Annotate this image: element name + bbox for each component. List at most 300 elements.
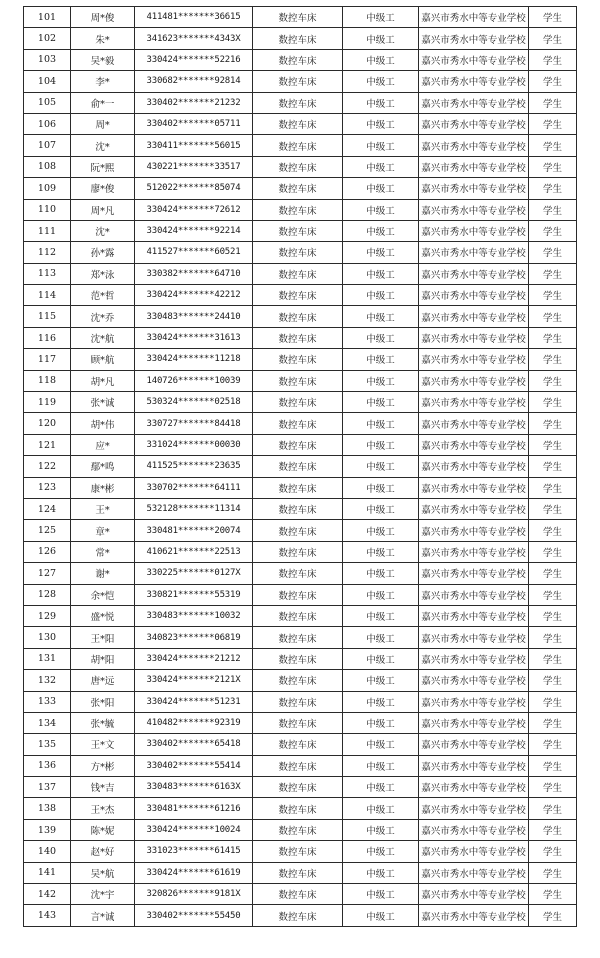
row-number-cell: 116 <box>24 327 71 348</box>
row-number-cell: 113 <box>24 263 71 284</box>
school-cell: 嘉兴市秀水中等专业学校 <box>419 862 529 883</box>
candidate-type-cell: 学生 <box>529 798 577 819</box>
name-cell: 王*杰 <box>71 798 135 819</box>
id-number-cell: 430221*******33517 <box>135 156 253 177</box>
table-row <box>24 884 577 905</box>
id-number-cell: 330483*******6163X <box>135 777 253 798</box>
program-cell: 数控车床 <box>253 156 343 177</box>
row-number-cell: 108 <box>24 156 71 177</box>
program-cell: 数控车床 <box>253 135 343 156</box>
row-number-cell: 130 <box>24 627 71 648</box>
name-cell: 方*彬 <box>71 755 135 776</box>
id-number-cell: 330402*******05711 <box>135 113 253 134</box>
id-number-cell: 532128*******11314 <box>135 498 253 519</box>
name-cell: 王* <box>71 498 135 519</box>
row-number-cell: 104 <box>24 71 71 92</box>
id-number-cell: 330424*******51231 <box>135 691 253 712</box>
name-cell: 王*文 <box>71 734 135 755</box>
program-cell: 数控车床 <box>253 199 343 220</box>
school-cell: 嘉兴市秀水中等专业学校 <box>419 242 529 263</box>
candidate-type-cell: 学生 <box>529 7 577 28</box>
row-number-cell: 141 <box>24 862 71 883</box>
candidate-type-cell: 学生 <box>529 477 577 498</box>
candidate-type-cell: 学生 <box>529 135 577 156</box>
table-row <box>24 49 577 70</box>
row-number-cell: 117 <box>24 349 71 370</box>
row-number-cell: 123 <box>24 477 71 498</box>
school-cell: 嘉兴市秀水中等专业学校 <box>419 92 529 113</box>
id-number-cell: 330702*******64111 <box>135 477 253 498</box>
candidate-type-cell: 学生 <box>529 92 577 113</box>
program-cell: 数控车床 <box>253 563 343 584</box>
candidate-type-cell: 学生 <box>529 349 577 370</box>
program-cell: 数控车床 <box>253 71 343 92</box>
table-row <box>24 135 577 156</box>
school-cell: 嘉兴市秀水中等专业学校 <box>419 306 529 327</box>
skill-level-cell: 中级工 <box>343 841 419 862</box>
table-row <box>24 306 577 327</box>
skill-level-cell: 中级工 <box>343 392 419 413</box>
candidate-type-cell: 学生 <box>529 670 577 691</box>
skill-level-cell: 中级工 <box>343 28 419 49</box>
row-number-cell: 107 <box>24 135 71 156</box>
skill-level-cell: 中级工 <box>343 156 419 177</box>
program-cell: 数控车床 <box>253 242 343 263</box>
candidate-type-cell: 学生 <box>529 691 577 712</box>
candidate-type-cell: 学生 <box>529 178 577 199</box>
roster-table <box>23 6 577 927</box>
name-cell: 朱* <box>71 28 135 49</box>
candidate-type-cell: 学生 <box>529 71 577 92</box>
table-row <box>24 734 577 755</box>
skill-level-cell: 中级工 <box>343 113 419 134</box>
candidate-type-cell: 学生 <box>529 156 577 177</box>
program-cell: 数控车床 <box>253 434 343 455</box>
program-cell: 数控车床 <box>253 28 343 49</box>
table-row <box>24 798 577 819</box>
table-row <box>24 605 577 626</box>
table-row <box>24 541 577 562</box>
skill-level-cell: 中级工 <box>343 199 419 220</box>
roster-body <box>24 7 577 927</box>
candidate-type-cell: 学生 <box>529 712 577 733</box>
school-cell: 嘉兴市秀水中等专业学校 <box>419 605 529 626</box>
program-cell: 数控车床 <box>253 691 343 712</box>
school-cell: 嘉兴市秀水中等专业学校 <box>419 563 529 584</box>
table-row <box>24 285 577 306</box>
table-row <box>24 520 577 541</box>
candidate-type-cell: 学生 <box>529 563 577 584</box>
skill-level-cell: 中级工 <box>343 798 419 819</box>
table-row <box>24 456 577 477</box>
program-cell: 数控车床 <box>253 220 343 241</box>
program-cell: 数控车床 <box>253 92 343 113</box>
program-cell: 数控车床 <box>253 306 343 327</box>
candidate-type-cell: 学生 <box>529 113 577 134</box>
name-cell: 康*彬 <box>71 477 135 498</box>
table-row <box>24 263 577 284</box>
skill-level-cell: 中级工 <box>343 584 419 605</box>
id-number-cell: 340823*******06819 <box>135 627 253 648</box>
school-cell: 嘉兴市秀水中等专业学校 <box>419 113 529 134</box>
table-row <box>24 905 577 926</box>
program-cell: 数控车床 <box>253 734 343 755</box>
skill-level-cell: 中级工 <box>343 862 419 883</box>
table-row <box>24 648 577 669</box>
skill-level-cell: 中级工 <box>343 498 419 519</box>
name-cell: 沈* <box>71 135 135 156</box>
program-cell: 数控车床 <box>253 413 343 434</box>
name-cell: 顾*航 <box>71 349 135 370</box>
id-number-cell: 330481*******61216 <box>135 798 253 819</box>
name-cell: 常* <box>71 541 135 562</box>
skill-level-cell: 中级工 <box>343 477 419 498</box>
id-number-cell: 330424*******42212 <box>135 285 253 306</box>
table-row <box>24 862 577 883</box>
program-cell: 数控车床 <box>253 884 343 905</box>
school-cell: 嘉兴市秀水中等专业学校 <box>419 798 529 819</box>
school-cell: 嘉兴市秀水中等专业学校 <box>419 7 529 28</box>
id-number-cell: 512022*******85074 <box>135 178 253 199</box>
school-cell: 嘉兴市秀水中等专业学校 <box>419 498 529 519</box>
row-number-cell: 119 <box>24 392 71 413</box>
table-row <box>24 434 577 455</box>
id-number-cell: 330424*******92214 <box>135 220 253 241</box>
program-cell: 数控车床 <box>253 285 343 306</box>
id-number-cell: 330727*******84418 <box>135 413 253 434</box>
program-cell: 数控车床 <box>253 777 343 798</box>
name-cell: 胡*凡 <box>71 370 135 391</box>
candidate-type-cell: 学生 <box>529 734 577 755</box>
name-cell: 张*阳 <box>71 691 135 712</box>
program-cell: 数控车床 <box>253 670 343 691</box>
candidate-type-cell: 学生 <box>529 285 577 306</box>
id-number-cell: 330424*******10024 <box>135 819 253 840</box>
id-number-cell: 331024*******00030 <box>135 434 253 455</box>
id-number-cell: 330483*******10032 <box>135 605 253 626</box>
school-cell: 嘉兴市秀水中等专业学校 <box>419 627 529 648</box>
skill-level-cell: 中级工 <box>343 734 419 755</box>
table-row <box>24 498 577 519</box>
table-row <box>24 691 577 712</box>
table-row <box>24 242 577 263</box>
program-cell: 数控车床 <box>253 605 343 626</box>
name-cell: 盛*悦 <box>71 605 135 626</box>
program-cell: 数控车床 <box>253 370 343 391</box>
name-cell: 王*阳 <box>71 627 135 648</box>
id-number-cell: 330682*******92814 <box>135 71 253 92</box>
name-cell: 吴*毅 <box>71 49 135 70</box>
program-cell: 数控车床 <box>253 456 343 477</box>
candidate-type-cell: 学生 <box>529 434 577 455</box>
skill-level-cell: 中级工 <box>343 263 419 284</box>
program-cell: 数控车床 <box>253 862 343 883</box>
school-cell: 嘉兴市秀水中等专业学校 <box>419 670 529 691</box>
school-cell: 嘉兴市秀水中等专业学校 <box>419 220 529 241</box>
program-cell: 数控车床 <box>253 841 343 862</box>
table-row <box>24 28 577 49</box>
table-row <box>24 477 577 498</box>
skill-level-cell: 中级工 <box>343 71 419 92</box>
skill-level-cell: 中级工 <box>343 712 419 733</box>
program-cell: 数控车床 <box>253 541 343 562</box>
school-cell: 嘉兴市秀水中等专业学校 <box>419 135 529 156</box>
skill-level-cell: 中级工 <box>343 670 419 691</box>
school-cell: 嘉兴市秀水中等专业学校 <box>419 691 529 712</box>
name-cell: 胡*伟 <box>71 413 135 434</box>
row-number-cell: 137 <box>24 777 71 798</box>
program-cell: 数控车床 <box>253 755 343 776</box>
school-cell: 嘉兴市秀水中等专业学校 <box>419 199 529 220</box>
program-cell: 数控车床 <box>253 477 343 498</box>
skill-level-cell: 中级工 <box>343 349 419 370</box>
school-cell: 嘉兴市秀水中等专业学校 <box>419 71 529 92</box>
table-row <box>24 584 577 605</box>
candidate-type-cell: 学生 <box>529 584 577 605</box>
skill-level-cell: 中级工 <box>343 648 419 669</box>
program-cell: 数控车床 <box>253 712 343 733</box>
school-cell: 嘉兴市秀水中等专业学校 <box>419 884 529 905</box>
candidate-type-cell: 学生 <box>529 777 577 798</box>
program-cell: 数控车床 <box>253 798 343 819</box>
id-number-cell: 410621*******22513 <box>135 541 253 562</box>
skill-level-cell: 中级工 <box>343 178 419 199</box>
row-number-cell: 121 <box>24 434 71 455</box>
school-cell: 嘉兴市秀水中等专业学校 <box>419 349 529 370</box>
name-cell: 赵*好 <box>71 841 135 862</box>
candidate-type-cell: 学生 <box>529 263 577 284</box>
name-cell: 廖*俊 <box>71 178 135 199</box>
candidate-type-cell: 学生 <box>529 413 577 434</box>
table-row <box>24 413 577 434</box>
candidate-type-cell: 学生 <box>529 884 577 905</box>
program-cell: 数控车床 <box>253 49 343 70</box>
school-cell: 嘉兴市秀水中等专业学校 <box>419 370 529 391</box>
candidate-type-cell: 学生 <box>529 242 577 263</box>
id-number-cell: 330424*******31613 <box>135 327 253 348</box>
candidate-type-cell: 学生 <box>529 541 577 562</box>
skill-level-cell: 中级工 <box>343 819 419 840</box>
school-cell: 嘉兴市秀水中等专业学校 <box>419 392 529 413</box>
row-number-cell: 140 <box>24 841 71 862</box>
candidate-type-cell: 学生 <box>529 220 577 241</box>
table-row <box>24 819 577 840</box>
row-number-cell: 125 <box>24 520 71 541</box>
id-number-cell: 330424*******11218 <box>135 349 253 370</box>
id-number-cell: 330483*******24410 <box>135 306 253 327</box>
school-cell: 嘉兴市秀水中等专业学校 <box>419 327 529 348</box>
id-number-cell: 330402*******21232 <box>135 92 253 113</box>
school-cell: 嘉兴市秀水中等专业学校 <box>419 520 529 541</box>
id-number-cell: 320826*******9181X <box>135 884 253 905</box>
id-number-cell: 330382*******64710 <box>135 263 253 284</box>
school-cell: 嘉兴市秀水中等专业学校 <box>419 777 529 798</box>
id-number-cell: 411481*******36615 <box>135 7 253 28</box>
program-cell: 数控车床 <box>253 392 343 413</box>
skill-level-cell: 中级工 <box>343 605 419 626</box>
name-cell: 应* <box>71 434 135 455</box>
school-cell: 嘉兴市秀水中等专业学校 <box>419 49 529 70</box>
id-number-cell: 330411*******56015 <box>135 135 253 156</box>
name-cell: 张*诚 <box>71 392 135 413</box>
row-number-cell: 135 <box>24 734 71 755</box>
school-cell: 嘉兴市秀水中等专业学校 <box>419 541 529 562</box>
skill-level-cell: 中级工 <box>343 135 419 156</box>
school-cell: 嘉兴市秀水中等专业学校 <box>419 285 529 306</box>
name-cell: 胡*阳 <box>71 648 135 669</box>
row-number-cell: 103 <box>24 49 71 70</box>
school-cell: 嘉兴市秀水中等专业学校 <box>419 477 529 498</box>
row-number-cell: 106 <box>24 113 71 134</box>
skill-level-cell: 中级工 <box>343 520 419 541</box>
candidate-type-cell: 学生 <box>529 627 577 648</box>
row-number-cell: 139 <box>24 819 71 840</box>
candidate-type-cell: 学生 <box>529 605 577 626</box>
table-row <box>24 755 577 776</box>
id-number-cell: 330402*******65418 <box>135 734 253 755</box>
id-number-cell: 341623*******4343X <box>135 28 253 49</box>
candidate-type-cell: 学生 <box>529 862 577 883</box>
row-number-cell: 120 <box>24 413 71 434</box>
name-cell: 郑*泳 <box>71 263 135 284</box>
skill-level-cell: 中级工 <box>343 49 419 70</box>
table-row <box>24 841 577 862</box>
id-number-cell: 410482*******92319 <box>135 712 253 733</box>
name-cell: 余*恺 <box>71 584 135 605</box>
name-cell: 吴*航 <box>71 862 135 883</box>
skill-level-cell: 中级工 <box>343 285 419 306</box>
row-number-cell: 109 <box>24 178 71 199</box>
name-cell: 章* <box>71 520 135 541</box>
row-number-cell: 102 <box>24 28 71 49</box>
skill-level-cell: 中级工 <box>343 456 419 477</box>
name-cell: 唐*远 <box>71 670 135 691</box>
table-row <box>24 777 577 798</box>
name-cell: 俞*一 <box>71 92 135 113</box>
program-cell: 数控车床 <box>253 627 343 648</box>
skill-level-cell: 中级工 <box>343 434 419 455</box>
table-row <box>24 178 577 199</box>
candidate-type-cell: 学生 <box>529 306 577 327</box>
candidate-type-cell: 学生 <box>529 841 577 862</box>
table-row <box>24 670 577 691</box>
id-number-cell: 330424*******21212 <box>135 648 253 669</box>
id-number-cell: 140726*******10039 <box>135 370 253 391</box>
name-cell: 谢* <box>71 563 135 584</box>
skill-level-cell: 中级工 <box>343 242 419 263</box>
row-number-cell: 134 <box>24 712 71 733</box>
school-cell: 嘉兴市秀水中等专业学校 <box>419 456 529 477</box>
table-row <box>24 349 577 370</box>
row-number-cell: 142 <box>24 884 71 905</box>
candidate-type-cell: 学生 <box>529 392 577 413</box>
id-number-cell: 330481*******20074 <box>135 520 253 541</box>
id-number-cell: 330402*******55414 <box>135 755 253 776</box>
row-number-cell: 111 <box>24 220 71 241</box>
school-cell: 嘉兴市秀水中等专业学校 <box>419 712 529 733</box>
name-cell: 沈*航 <box>71 327 135 348</box>
school-cell: 嘉兴市秀水中等专业学校 <box>419 841 529 862</box>
skill-level-cell: 中级工 <box>343 627 419 648</box>
program-cell: 数控车床 <box>253 327 343 348</box>
table-row <box>24 113 577 134</box>
school-cell: 嘉兴市秀水中等专业学校 <box>419 755 529 776</box>
name-cell: 沈*乔 <box>71 306 135 327</box>
name-cell: 陈*妮 <box>71 819 135 840</box>
name-cell: 钱*吉 <box>71 777 135 798</box>
skill-level-cell: 中级工 <box>343 92 419 113</box>
name-cell: 鄢*鸣 <box>71 456 135 477</box>
program-cell: 数控车床 <box>253 178 343 199</box>
name-cell: 周* <box>71 113 135 134</box>
table-row <box>24 7 577 28</box>
school-cell: 嘉兴市秀水中等专业学校 <box>419 584 529 605</box>
name-cell: 孙*露 <box>71 242 135 263</box>
school-cell: 嘉兴市秀水中等专业学校 <box>419 648 529 669</box>
skill-level-cell: 中级工 <box>343 563 419 584</box>
id-number-cell: 331023*******61415 <box>135 841 253 862</box>
row-number-cell: 128 <box>24 584 71 605</box>
skill-level-cell: 中级工 <box>343 541 419 562</box>
row-number-cell: 138 <box>24 798 71 819</box>
table-row <box>24 220 577 241</box>
row-number-cell: 129 <box>24 605 71 626</box>
skill-level-cell: 中级工 <box>343 306 419 327</box>
table-row <box>24 563 577 584</box>
name-cell: 周*俊 <box>71 7 135 28</box>
candidate-type-cell: 学生 <box>529 28 577 49</box>
skill-level-cell: 中级工 <box>343 413 419 434</box>
id-number-cell: 330821*******55319 <box>135 584 253 605</box>
name-cell: 阮*熙 <box>71 156 135 177</box>
school-cell: 嘉兴市秀水中等专业学校 <box>419 178 529 199</box>
program-cell: 数控车床 <box>253 349 343 370</box>
program-cell: 数控车床 <box>253 498 343 519</box>
skill-level-cell: 中级工 <box>343 327 419 348</box>
row-number-cell: 114 <box>24 285 71 306</box>
name-cell: 范*哲 <box>71 285 135 306</box>
program-cell: 数控车床 <box>253 584 343 605</box>
row-number-cell: 115 <box>24 306 71 327</box>
candidate-type-cell: 学生 <box>529 520 577 541</box>
candidate-type-cell: 学生 <box>529 327 577 348</box>
candidate-type-cell: 学生 <box>529 819 577 840</box>
table-row <box>24 199 577 220</box>
skill-level-cell: 中级工 <box>343 755 419 776</box>
table-row <box>24 392 577 413</box>
school-cell: 嘉兴市秀水中等专业学校 <box>419 434 529 455</box>
program-cell: 数控车床 <box>253 648 343 669</box>
table-row <box>24 627 577 648</box>
name-cell: 沈*宇 <box>71 884 135 905</box>
name-cell: 张*毓 <box>71 712 135 733</box>
skill-level-cell: 中级工 <box>343 777 419 798</box>
table-row <box>24 71 577 92</box>
skill-level-cell: 中级工 <box>343 884 419 905</box>
id-number-cell: 411527*******60521 <box>135 242 253 263</box>
name-cell: 李* <box>71 71 135 92</box>
school-cell: 嘉兴市秀水中等专业学校 <box>419 819 529 840</box>
id-number-cell: 411525*******23635 <box>135 456 253 477</box>
table-row <box>24 712 577 733</box>
candidate-type-cell: 学生 <box>529 905 577 926</box>
row-number-cell: 136 <box>24 755 71 776</box>
id-number-cell: 330424*******52216 <box>135 49 253 70</box>
skill-level-cell: 中级工 <box>343 691 419 712</box>
program-cell: 数控车床 <box>253 905 343 926</box>
row-number-cell: 131 <box>24 648 71 669</box>
candidate-type-cell: 学生 <box>529 456 577 477</box>
